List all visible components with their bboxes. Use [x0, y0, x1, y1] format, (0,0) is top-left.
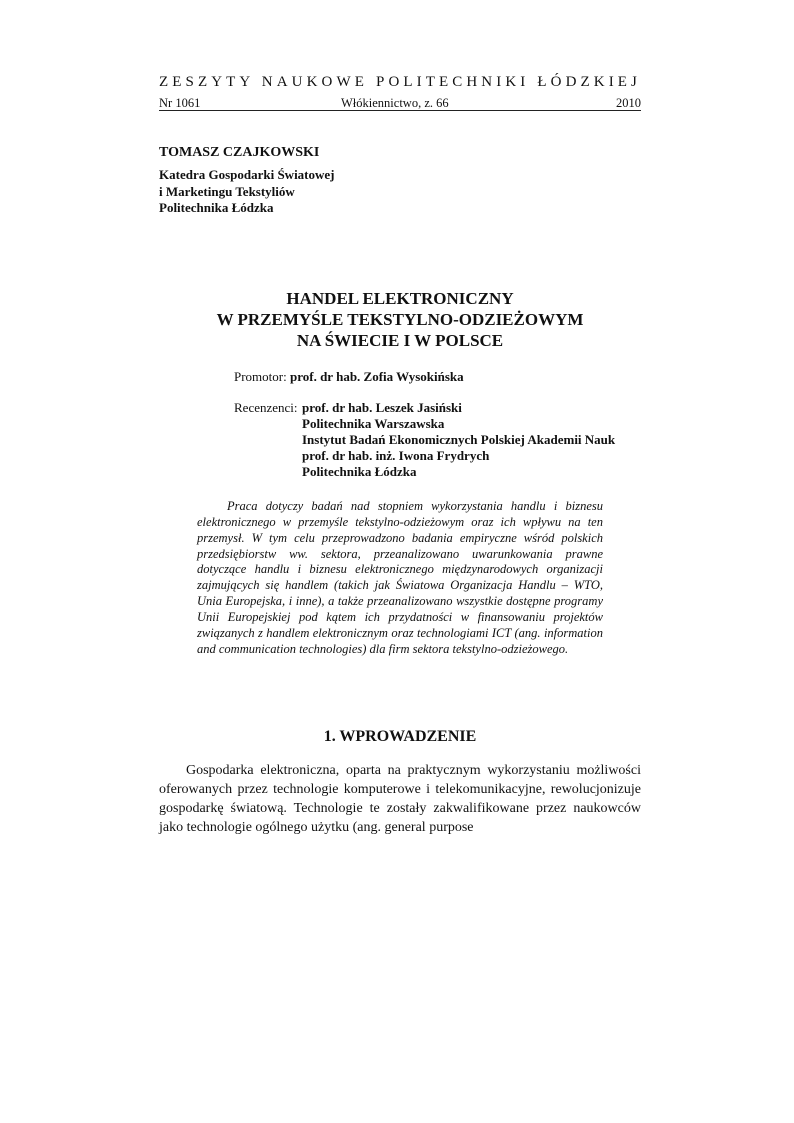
- affiliation-line: Politechnika Łódzka: [159, 200, 274, 215]
- reviewer-line: Instytut Badań Ekonomicznych Polskiej Akademii Nauk: [302, 432, 616, 447]
- reviewer-line: Politechnika Warszawska: [302, 416, 445, 431]
- issue-number: Nr 1061: [159, 96, 201, 110]
- promotor-label: Promotor:: [234, 369, 287, 384]
- section-heading: 1. WPROWADZENIE: [323, 728, 477, 745]
- body-paragraph: Gospodarka elektroniczna, oparta na praktycznym wykorzystaniu możliwości oferowanych przez technologie komputerowe i telekomunikacyjne, rewolucjonizuje gospodarkę światową. Technologie te zostały zakwalifikowane przez naukowców jako technologie ogólnego użytku (ang. general purpose: [159, 763, 641, 835]
- issue-metadata: [159, 95, 641, 111]
- publication-year: 2010: [616, 96, 641, 110]
- promotor-line: [234, 369, 464, 385]
- author-affiliation: [159, 167, 335, 217]
- abstract: [197, 499, 603, 657]
- title-line: HANDEL ELEKTRONICZNY: [286, 289, 514, 308]
- reviewers-list: [302, 400, 615, 480]
- reviewer-line: prof. dr hab. Leszek Jasiński: [302, 400, 462, 415]
- reviewers-label: Recenzenci:: [234, 400, 298, 415]
- abstract-text: Praca dotyczy badań nad stopniem wykorzystania handlu i biznesu elektronicznego w przemyśle tekstylno-odzieżowym oraz ich wpływu na ten przemysł. W tym celu przeprowadzono badania empiryczne wśród polskich przedsiębiorstw ww. sektora, przeanalizowano uwarunkowania prawne dotyczące handlu i biznesu elektronicznego międzynarodowych organizacji zajmujących się handlem (takich jak Światowa Organizacja Handlu – WTO, Unia Europejska, i inne), a także przeanalizowano wszystkie dostępne programy Unii Europejskiej pod kątem ich przydatności w finansowaniu projektów związanych z handlem elektronicznym oraz technologiami ICT (ang. information and communication technologies) dla firm sektora tekstylno-odzieżowego.: [197, 499, 603, 656]
- title-line: NA ŚWIECIE I W POLSCE: [296, 331, 504, 350]
- affiliation-line: Katedra Gospodarki Światowej: [159, 167, 335, 182]
- series-info: Włókiennictwo, z. 66: [341, 96, 449, 110]
- author-name: TOMASZ CZAJKOWSKI: [159, 145, 320, 160]
- journal-title: ZESZYTY NAUKOWE POLITECHNIKI ŁÓDZKIEJ: [159, 74, 641, 90]
- promotor-name: prof. dr hab. Zofia Wysokińska: [289, 369, 464, 384]
- reviewer-line: prof. dr hab. inż. Iwona Frydrych: [302, 448, 490, 463]
- title-line: W PRZEMYŚLE TEKSTYLNO-ODZIEŻOWYM: [216, 310, 584, 329]
- body-text: [159, 761, 641, 837]
- affiliation-line: i Marketingu Tekstyliów: [159, 183, 295, 199]
- header-divider: [159, 110, 641, 111]
- reviewer-line: Politechnika Łódzka: [302, 464, 417, 479]
- paper-title: [159, 288, 641, 351]
